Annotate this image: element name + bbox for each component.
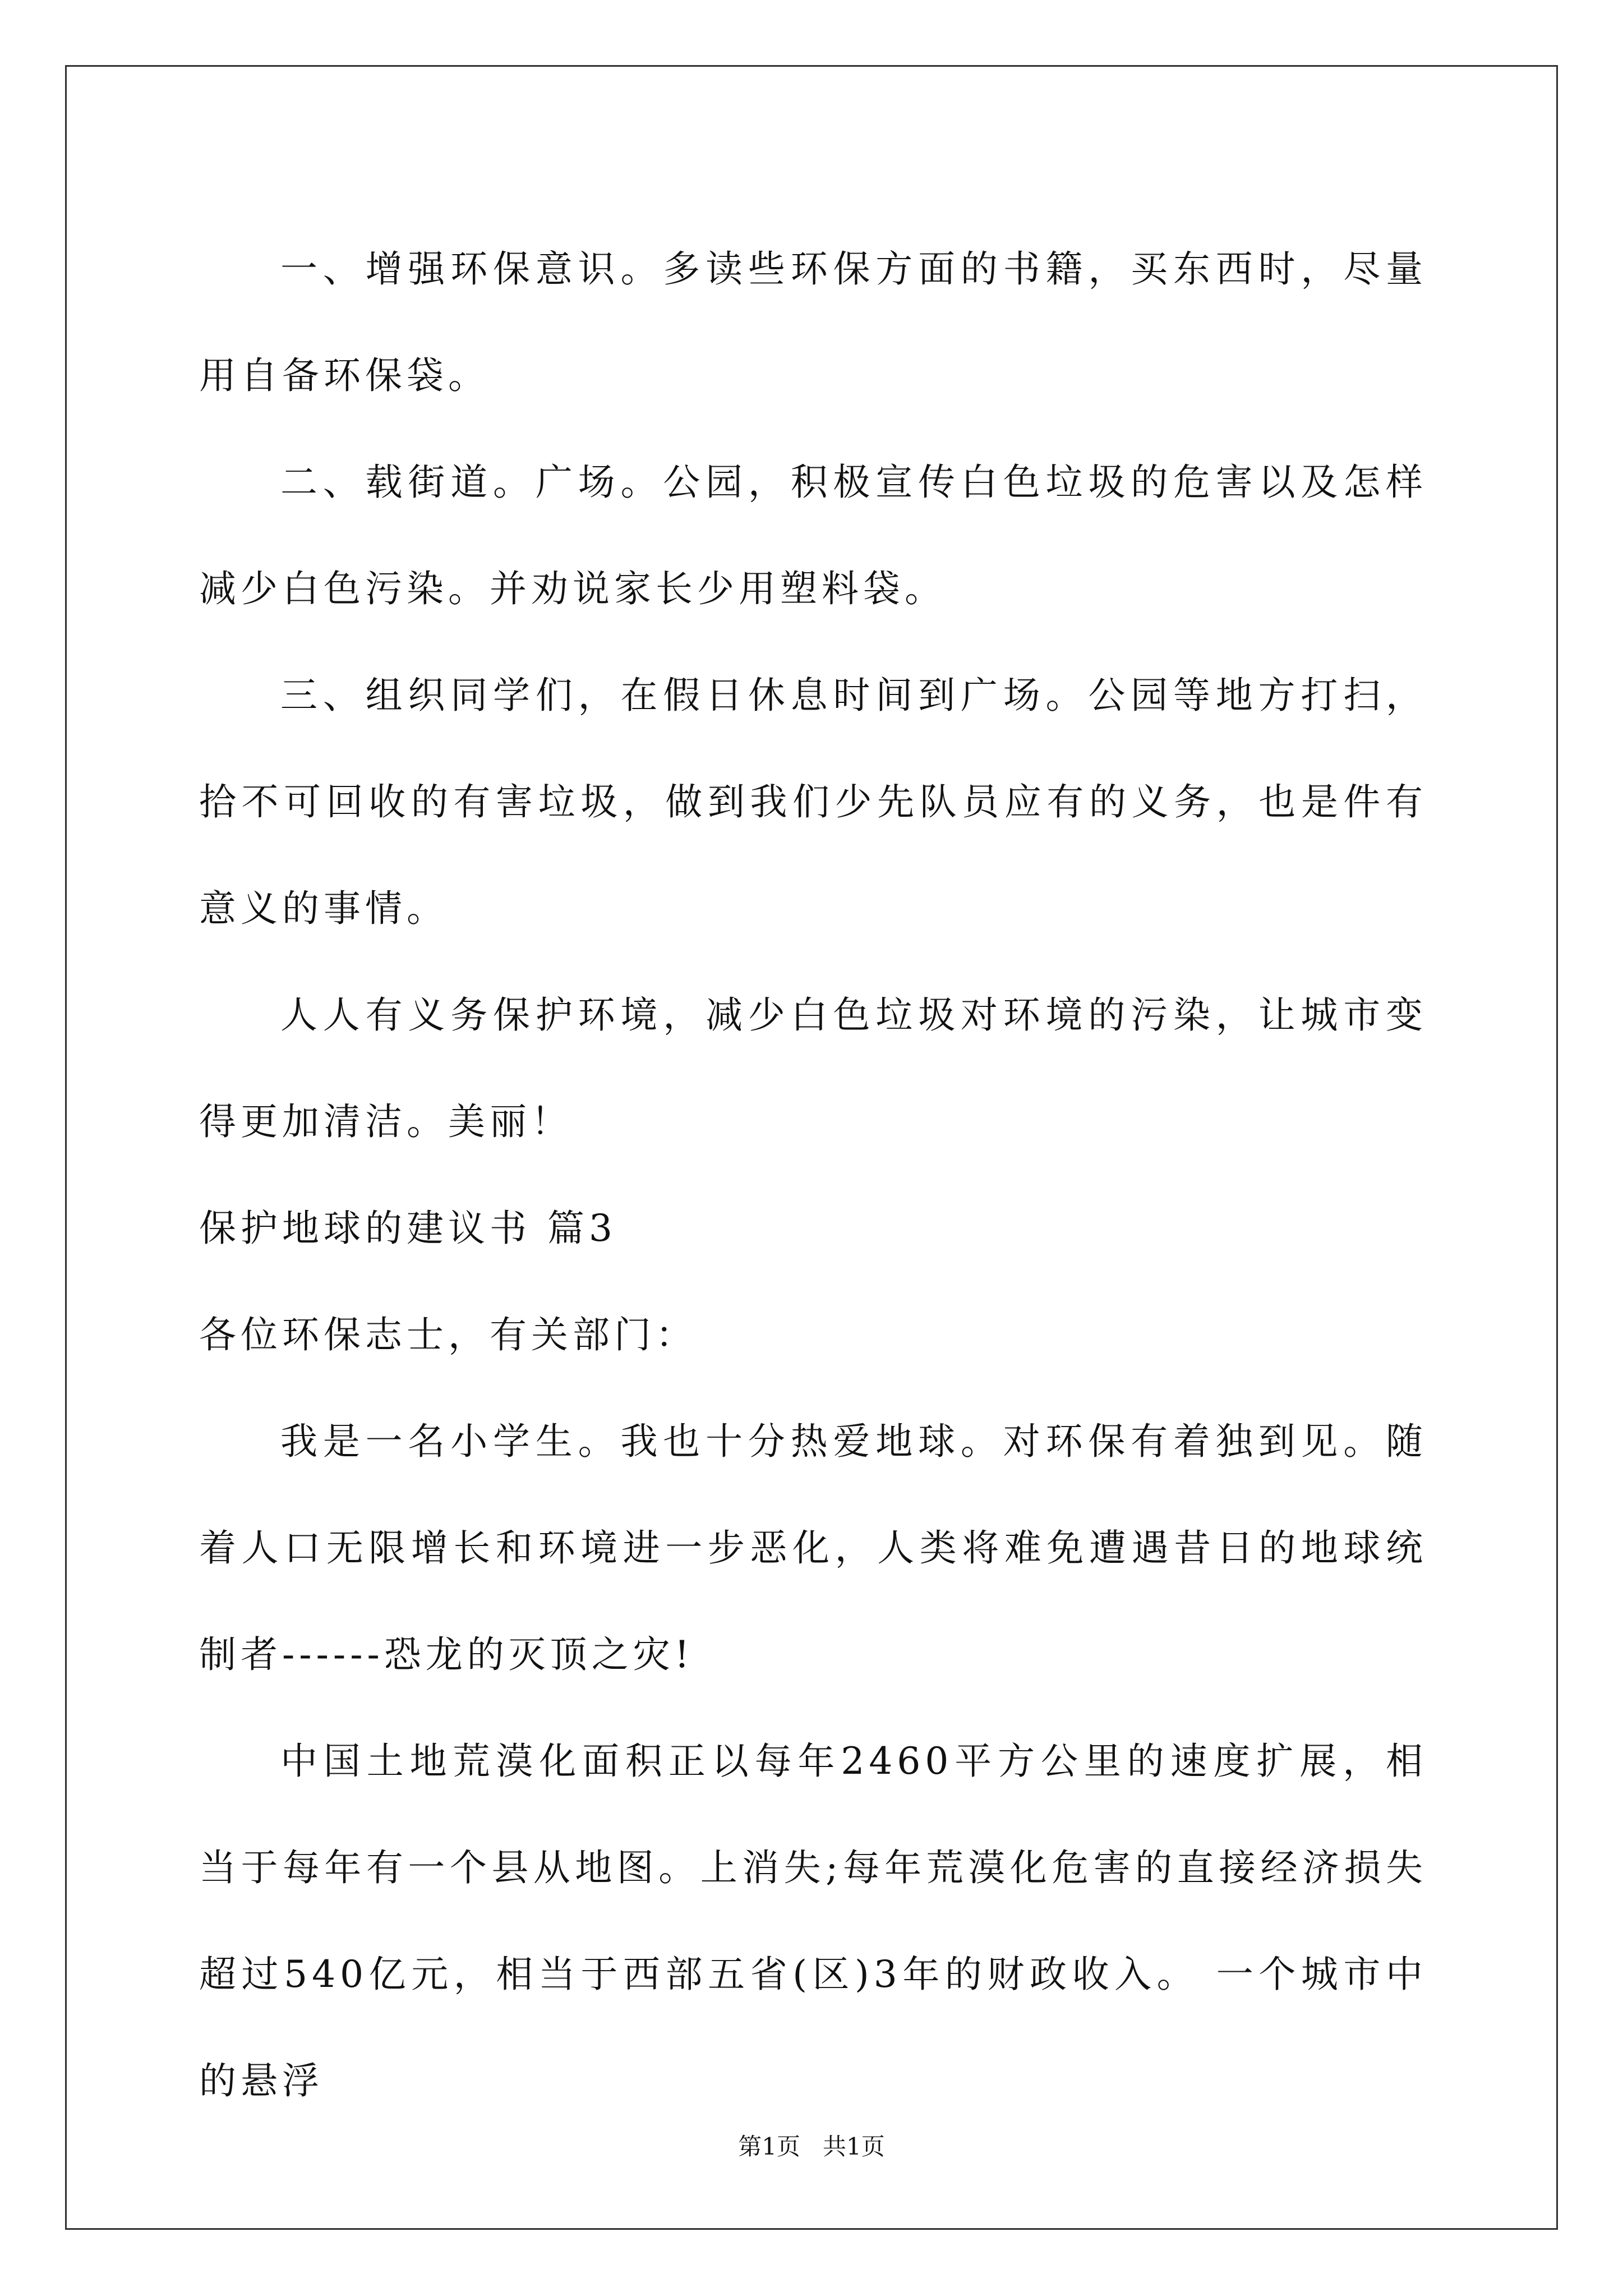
- paragraph: 三、组织同学们，在假日休息时间到广场。公园等地方打扫，拾不可回收的有害垃圾，做到我们少先队员应有的义务，也是件有意义的事情。: [199, 674, 1427, 930]
- paragraph: 我是一名小学生。我也十分热爱地球。对环保有着独到见。随着人口无限增长和环境进一步恶化，人类将难免遭遇昔日的地球统制者------恐龙的灭顶之灾!: [199, 1420, 1427, 1676]
- page-footer: [0, 2128, 1623, 2162]
- section-heading: 保护地球的建议书 篇3: [199, 1207, 617, 1250]
- salutation: 各位环保志士，有关部门：: [199, 1313, 697, 1356]
- paragraph: 二、载街道。广场。公园，积极宣传白色垃圾的危害以及怎样减少白色污染。并劝说家长少用塑料袋。: [199, 461, 1427, 610]
- page-number: 第1页: [738, 2133, 800, 2160]
- paragraph: 一、增强环保意识。多读些环保方面的书籍，买东西时，尽量用自备环保袋。: [199, 247, 1427, 397]
- paragraph: 中国土地荒漠化面积正以每年2460平方公里的速度扩展，相当于每年有一个县从地图。上消失;每年荒漠化危害的直接经济损失超过540亿元，相当于西部五省(区)3年的财政收入。 一个城市中的悬浮: [199, 1740, 1427, 2102]
- paragraph: 人人有义务保护环境，减少白色垃圾对环境的污染，让城市变得更加清洁。美丽！: [199, 993, 1427, 1143]
- page-total: 共1页: [823, 2133, 885, 2160]
- document-body: [199, 216, 1427, 2134]
